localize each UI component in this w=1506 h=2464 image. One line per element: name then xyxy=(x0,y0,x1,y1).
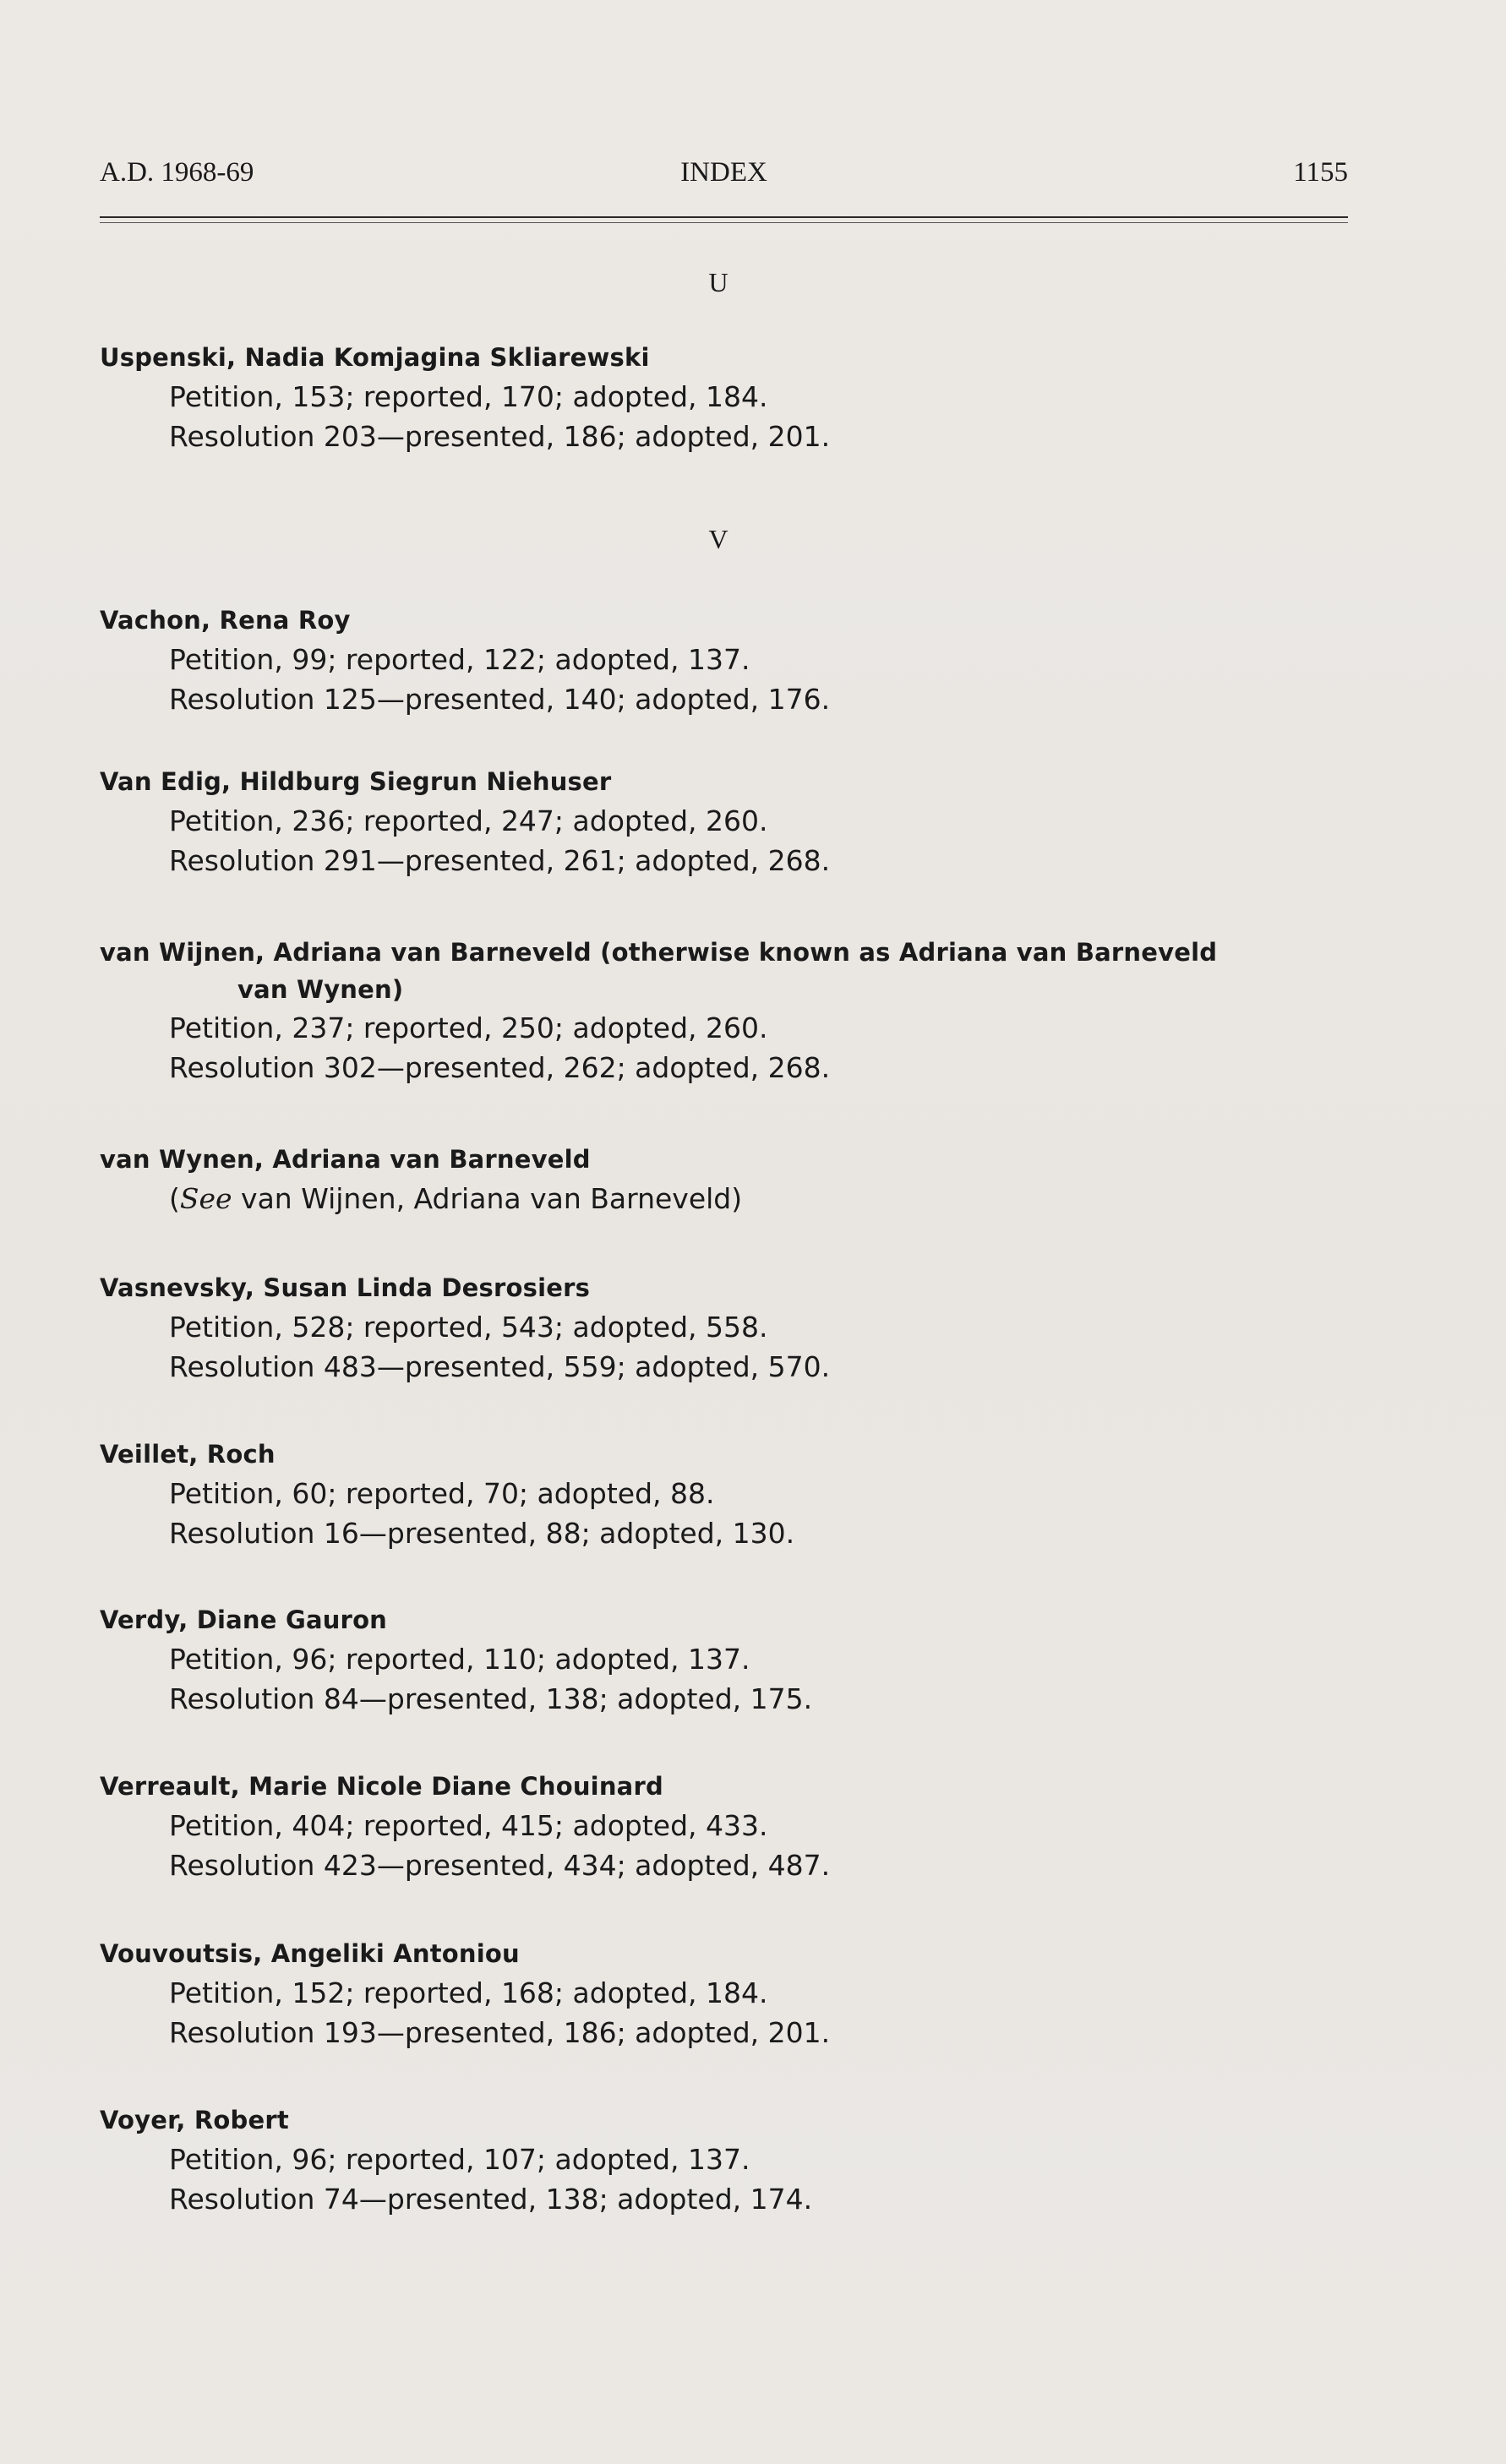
entry-name: Voyer, Robert xyxy=(100,2106,289,2134)
entry-resolution-line: Resolution 483—presented, 559; adopted, 570. xyxy=(169,1350,831,1383)
entry-petition-line: Petition, 152; reported, 168; adopted, 184. xyxy=(169,1976,768,2009)
entry-resolution-line: Resolution 74—presented, 138; adopted, 174. xyxy=(169,2183,813,2216)
entry-petition-line: Petition, 404; reported, 415; adopted, 433. xyxy=(169,1809,768,1842)
entry-name: Veillet, Roch xyxy=(100,1440,276,1469)
index-entry xyxy=(100,1767,1350,1885)
entry-resolution-line: Resolution 203—presented, 186; adopted, 201. xyxy=(169,420,831,453)
entry-name: Verreault, Marie Nicole Diane Chouinard xyxy=(100,1772,663,1801)
entry-petition-line: Petition, 99; reported, 122; adopted, 137. xyxy=(169,643,750,676)
entry-name-line2: van Wynen) xyxy=(237,975,404,1004)
header-years: A.D. 1968-69 xyxy=(100,157,254,188)
index-entry xyxy=(100,1140,1350,1218)
entry-petition-line: Petition, 237; reported, 250; adopted, 260. xyxy=(169,1011,768,1044)
entry-see-reference xyxy=(100,1179,1350,1218)
entry-name-line1: van Wijnen, Adriana van Barneveld (otherwise known as Adriana van Barneveld xyxy=(100,938,1218,967)
header-rule xyxy=(100,216,1348,218)
entry-resolution-line: Resolution 125—presented, 140; adopted, 176. xyxy=(169,683,831,716)
header-title: INDEX xyxy=(680,157,767,188)
page-header xyxy=(100,157,1348,198)
section-letter-u: U xyxy=(708,267,728,297)
entry-name: Vasnevsky, Susan Linda Desrosiers xyxy=(100,1273,591,1302)
entry-petition-line: Petition, 60; reported, 70; adopted, 88. xyxy=(169,1477,715,1510)
entry-name: Van Edig, Hildburg Siegrun Niehuser xyxy=(100,767,612,796)
index-entry xyxy=(100,934,1350,1088)
index-entry xyxy=(100,1268,1350,1387)
index-entry xyxy=(100,1435,1350,1553)
index-entry xyxy=(100,1600,1350,1719)
entry-resolution-line: Resolution 423—presented, 434; adopted, 487. xyxy=(169,1849,831,1882)
index-entry xyxy=(100,601,1350,719)
entry-petition-line: Petition, 528; reported, 543; adopted, 558. xyxy=(169,1311,768,1344)
entry-resolution-line: Resolution 193—presented, 186; adopted, 201. xyxy=(169,2016,831,2049)
entry-name xyxy=(100,934,1350,1008)
header-rule-thin xyxy=(100,222,1348,223)
entry-resolution-line: Resolution 16—presented, 88; adopted, 130. xyxy=(169,1517,795,1550)
index-entry xyxy=(100,338,1350,456)
index-entry xyxy=(100,2101,1350,2219)
entry-petition-line: Petition, 153; reported, 170; adopted, 184. xyxy=(169,380,768,413)
index-entry xyxy=(100,762,1350,880)
entry-name: Uspenski, Nadia Komjagina Skliarewski xyxy=(100,343,650,372)
entry-petition-line: Petition, 236; reported, 247; adopted, 260. xyxy=(169,804,768,837)
see-paren: ( xyxy=(169,1182,180,1215)
entry-resolution-line: Resolution 84—presented, 138; adopted, 175. xyxy=(169,1682,813,1715)
entry-name: van Wynen, Adriana van Barneveld xyxy=(100,1145,591,1174)
see-word: See xyxy=(179,1182,232,1215)
entry-resolution-line: Resolution 302—presented, 262; adopted, 268. xyxy=(169,1051,831,1084)
entry-name: Vachon, Rena Roy xyxy=(100,606,351,635)
entry-petition-line: Petition, 96; reported, 107; adopted, 137. xyxy=(169,2143,750,2176)
index-entry xyxy=(100,1934,1350,2052)
entry-name: Verdy, Diane Gauron xyxy=(100,1605,388,1634)
entry-resolution-line: Resolution 291—presented, 261; adopted, 268. xyxy=(169,844,831,877)
see-target: van Wijnen, Adriana van Barneveld) xyxy=(232,1182,743,1215)
page-number: 1155 xyxy=(1293,157,1348,188)
entry-name: Vouvoutsis, Angeliki Antoniou xyxy=(100,1939,520,1968)
section-letter-v: V xyxy=(708,524,728,554)
entry-petition-line: Petition, 96; reported, 110; adopted, 137. xyxy=(169,1643,750,1676)
